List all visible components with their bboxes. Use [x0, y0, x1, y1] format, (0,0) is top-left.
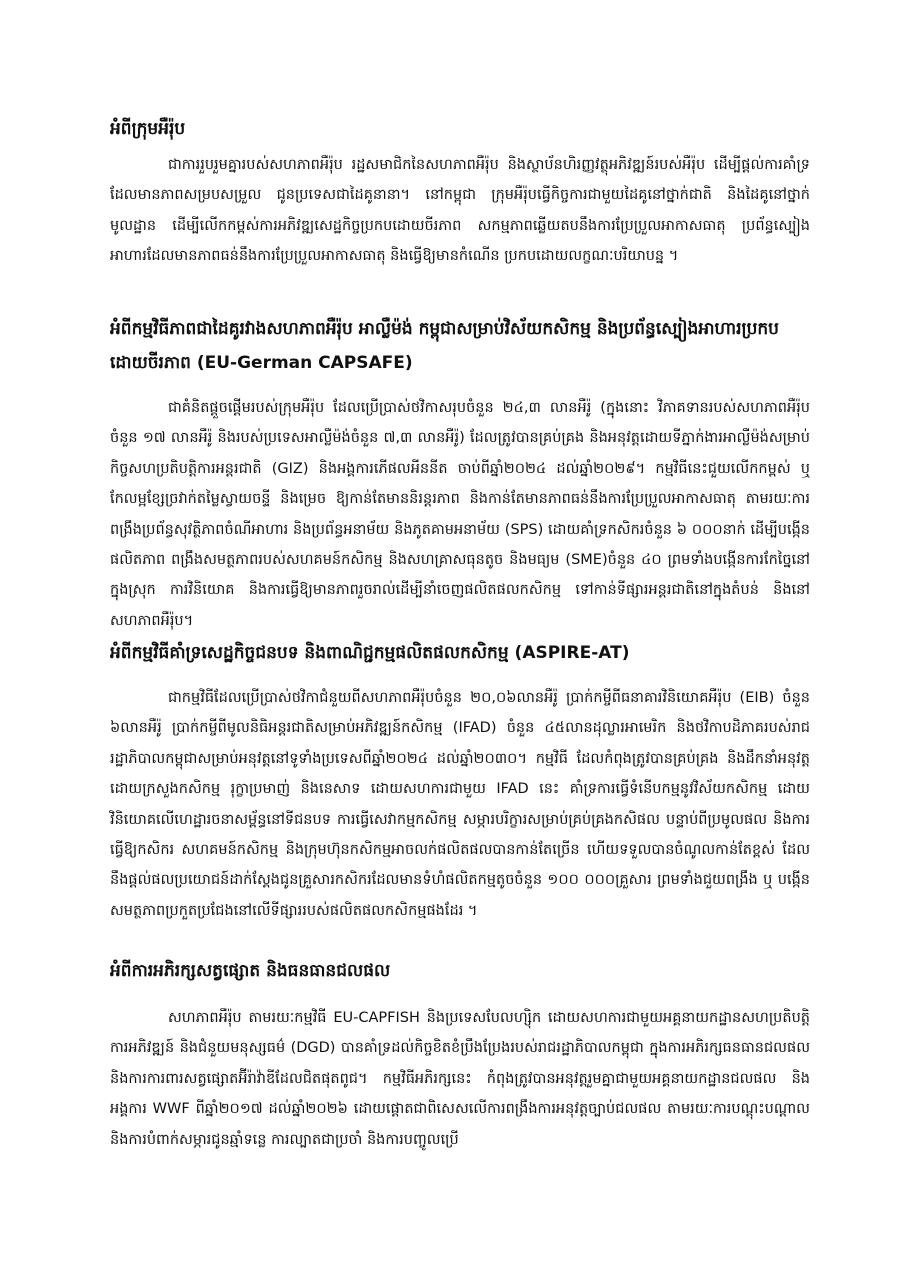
section-heading-aspire-at: អំពីកម្មវិធីគាំទ្រសេដ្ឋកិច្ចជនបទ និងពាណិជ្ជកម្មផលិតផលកសិកម្ម (ASPIRE-AT) [110, 643, 630, 663]
section-body-aspire-at: ជាកម្មវិធីដែលប្រើប្រាស់ថវិកាជំនួយពីសហភាពអឺរ៉ុបចំនួន ២០,០៦លានអឺរ៉ូ ប្រាក់កម្ចីពីធនាគារវិនិយោគអឺរ៉ុប (EIB) ចំនួន ៦លានអឺរ៉ូ ប្រាក់កម្ចីពីមូលនិធិអន្តរជាតិសម្រាប់អភិវឌ្ឍន៍កសិកម្ម (IFAD) ចំនួន ៤៥លានដុល្លារអាមេរិក និងថវិកាបដិភាគរបស់រាជរដ្ឋាភិបាលកម្ពុជាសម្រាប់អនុវត្តនៅទូទាំងប្រទេសពីឆ្នាំ២០២៤ ដល់ឆ្នាំ២០៣០។ កម្មវិធី ដែលកំពុងត្រូវបានគ្រប់គ្រង និងដឹកនាំអនុវត្តដោយក្រសួងកសិកម្ម រុក្ខាប្រមាញ់ និងនេសាទ ដោយសហការជាមួយ IFAD នេះ គាំទ្រការធ្វើទំនើបកម្មនូវវិស័យកសិកម្ម ដោយវិនិយោគលើហេដ្ឋារចនាសម្ព័ន្ធនៅទីជនបទ ការធ្វើសេវាកម្មកសិកម្ម សម្ភារបរិក្ខារសម្រាប់គ្រប់គ្រងកសិផល បន្ទាប់ពីប្រមូលផល និងការធ្វើឱ្យកសិករ សហគមន៍កសិកម្ម និងក្រុមហ៊ុនកសិកម្មអាចលក់ផលិតផលបានកាន់តែច្រើន ហើយទទួលបានចំណូលកាន់តែខ្ពស់ ដែលនឹងផ្តល់ផលប្រយោជន៍ដាក់ស្តែងជូនគ្រួសារកសិករដែលមានទំហំផលិតកម្មតូចចំនួន ១០០ ០០០គ្រួសារ ព្រមទាំងជួយពង្រឹង ឬ បង្កើនសមត្ថភាពប្រកួតប្រជែងនៅលើទីផ្សាររបស់ផលិតផលកសិកម្មផងដែរ ។ [110, 690, 810, 919]
section-heading-dolphin-conservation: អំពីការអភិរក្សសត្វផ្សោត និងធនធានជលផល [110, 961, 391, 981]
section-body-capsafe: ជាគំនិតផ្តួចផ្តើមរបស់ក្រុមអឺរ៉ុប ដែលប្រើប្រាស់ថវិកាសរុបចំនួន ២៤,៣ លានអឺរ៉ូ (ក្នុងនោះ វិភាគទានរបស់សហភាពអឺរ៉ុប ចំនួន ១៧ លានអឺរ៉ូ និងរបស់ប្រទេសអាល្លឺម៉ង់ចំនួន ៧,៣ លានអឺរ៉ូ) ដែលត្រូវបានគ្រប់គ្រង និងអនុវត្តដោយទីភ្នាក់ងារអាល្លឺម៉ង់សម្រាប់កិច្ចសហប្រតិបត្តិការអន្តរជាតិ (GIZ) និងអង្គការភើផលអីននីត ចាប់ពីឆ្នាំ២០២៤ ដល់ឆ្នាំ២០២៩។ កម្មវិធីនេះជួយលើកកម្ពស់ ឬកែលម្អខ្សែច្រវាក់តម្លៃស្វាយចន្ទី និងម្រេច ឱ្យកាន់តែមាននិរន្តរភាព និងកាន់តែមានភាពធន់នឹងការប្រែប្រួលអាកាសធាតុ តាមរយៈការពង្រឹងប្រព័ន្ធសុវត្ថិភាពចំណីអាហារ និងប្រព័ន្ធអនាម័យ និងភូតគាមអនាម័យ (SPS) ដោយគាំទ្រកសិករចំនួន ៦ ០០០នាក់ ដើម្បីបង្កើនផលិតភាព ពង្រឹងសមត្ថភាពរបស់សហគមន៍កសិកម្ម និងសហគ្រាសធុនតូច និងមធ្យម (SME)ចំនួន ៤០ ព្រមទាំងបង្កើនការកែច្នៃនៅក្នុងស្រុក ការវិនិយោគ និងការធ្វើឱ្យមានភាពរួចរាល់ដើម្បីនាំចេញផលិតផលកសិកម្ម ទៅកាន់ទីផ្សារអន្តរជាតិនៅក្នុងតំបន់ និងនៅសហភាពអឺរ៉ុប។ [110, 400, 810, 629]
section-body-dolphin-conservation: សហភាពអឺរ៉ុប តាមរយៈកម្មវិធី EU-CAPFISH និងប្រទេសបែលហ្ស៊ិក ដោយសហការជាមួយអគ្គនាយកដ្ឋានសហប្រតិបត្តិការអភិវឌ្ឍន៍ និងជំនួយមនុស្សធម៌ (DGD) បានគាំទ្រដល់កិច្ចខិតខំប្រឹងប្រែងរបស់រាជរដ្ឋាភិបាលកម្ពុជា ក្នុងការអភិរក្សធនធានជលផល និងការការពារសត្វផ្សោតអ៊ីរ៉ាវ៉ាឌីដែលជិតផុតពូជ។ កម្មវិធីអភិរក្សនេះ កំពុងត្រូវបានអនុវត្តរួមគ្នាជាមួយអគ្គនាយកដ្ឋានជលផល និងអង្គការ WWF ពីឆ្នាំ២០១៧ ដល់ឆ្នាំ២០២៦ ដោយផ្តោតជាពិសេសលើការពង្រឹងការអនុវត្តច្បាប់ជលផល តាមរយៈការបណ្តុះបណ្តាល និងការបំពាក់សម្ភារជូនឆ្មាំទន្លេ ការល្បាតជាប្រចាំ និងការបញ្ចូលប្រើ [110, 1010, 810, 1148]
section-heading-team-europe: អំពីក្រុមអឺរ៉ុប [110, 119, 186, 139]
section-heading-capsafe: អំពីកម្មវិធីភាពជាដៃគូរវាងសហភាពអឺរ៉ុប អាល្លឺម៉ង់ កម្ពុជាសម្រាប់វិស័យកសិកម្ម និងប្រព័ន្ធស្បៀងអាហារប្រកបដោយចីរភាព (EU-German CAPSAFE) [110, 319, 779, 373]
section-body-team-europe: ជាការរួបរួមគ្នារបស់សហភាពអឺរ៉ុប រដ្ឋសមាជិកនៃសហភាពអឺរ៉ុប និងស្ថាប័នហិរញ្ញវត្ថុអភិវឌ្ឍន៍របស់អឺរ៉ុប ដើម្បីផ្តល់ការគាំទ្រ ដែលមានភាពសម្របសម្រួល ជូនប្រទេសជាដៃគូនានា។ នៅកម្ពុជា ក្រុមអឺរ៉ុបធ្វើកិច្ចការជាមួយដៃគូនៅថ្នាក់ជាតិ និងដៃគូនៅថ្នាក់មូលដ្ឋាន ដើម្បីលើកកម្ពស់ការអភិវឌ្ឍសេដ្ឋកិច្ចប្រកបដោយចីរភាព សកម្មភាពឆ្លើយតបនឹងការប្រែប្រួលអាកាសធាតុ ប្រព័ន្ធស្បៀងអាហារដែលមានភាពធន់នឹងការប្រែប្រួលអាកាសធាតុ និងធ្វើឱ្យមានកំណើន ប្រកបដោយលក្ខណៈបរិយាបន្ន ។ [110, 157, 810, 265]
